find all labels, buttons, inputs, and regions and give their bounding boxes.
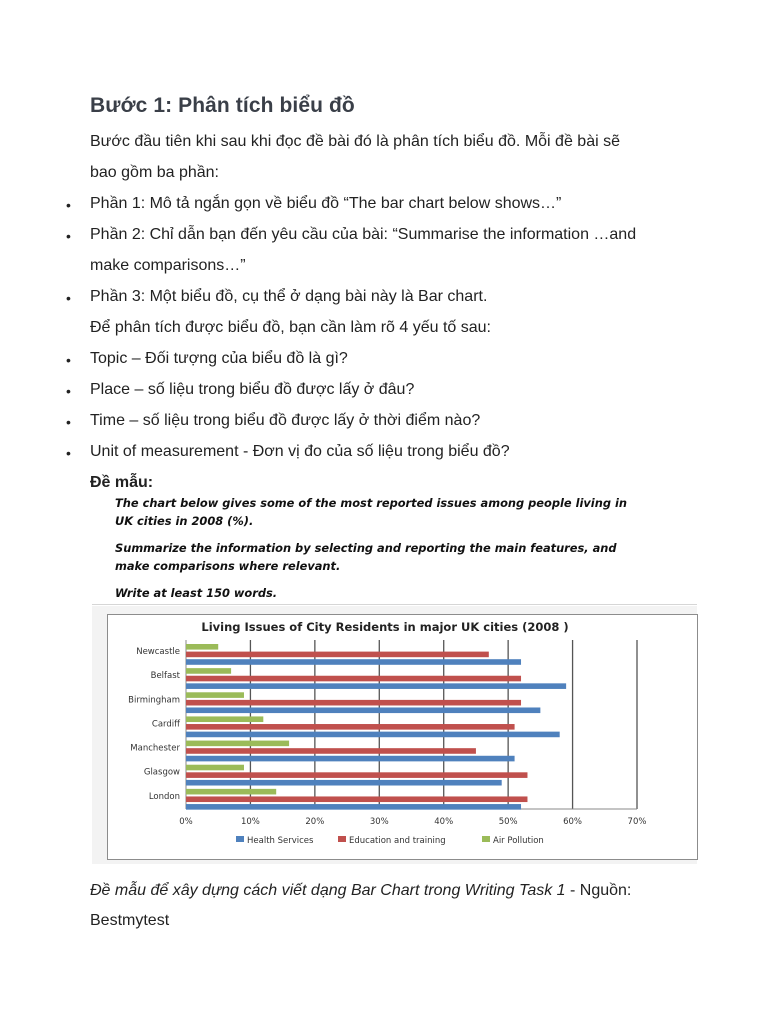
caption-italic-text: Đề mẫu để xây dựng cách viết dạng Bar Chart trong Writing Task 1 — [90, 882, 566, 899]
x-tick-label: 40% — [434, 817, 454, 827]
prompt-line-3: Summarize the information by selecting and reporting the main features, and — [115, 541, 617, 555]
bullet-dot: • — [66, 414, 71, 430]
x-tick-label: 30% — [369, 817, 389, 827]
caption-source-text: - Nguồn: Bestmytest — [90, 882, 632, 929]
chart-title: Living Issues of City Residents in major UK cities (2008 ) — [201, 620, 569, 634]
bullet-dot: • — [66, 352, 71, 368]
legend-swatch — [482, 836, 490, 842]
part-1-item: Phần 1: Mô tả ngắn gọn về biểu đồ “The bar chart below shows…” — [90, 195, 562, 212]
factor-topic: Topic – Đối tượng của biểu đồ là gì? — [90, 350, 348, 367]
category-label: Newcastle — [136, 647, 180, 657]
intro-line-2: bao gồm ba phần: — [90, 164, 219, 181]
category-label: Cardiff — [151, 719, 180, 730]
x-tick-label: 70% — [627, 817, 647, 827]
bar-health-services — [186, 804, 521, 810]
legend-label: Air Pollution — [493, 836, 544, 846]
bar-education-and-training — [186, 796, 527, 802]
prompt-line-5: Write at least 150 words. — [115, 586, 278, 600]
part-2-item: Phần 2: Chỉ dẫn bạn đến yêu cầu của bài: “Summarise the information …and — [90, 226, 637, 243]
bar-health-services — [186, 732, 560, 738]
bar-health-services — [186, 659, 521, 665]
bar-air-pollution — [186, 789, 276, 795]
legend-swatch — [338, 836, 346, 842]
bar-health-services — [186, 683, 566, 689]
bar-education-and-training — [186, 652, 489, 658]
legend-label: Education and training — [349, 836, 446, 846]
section-heading: Bước 1: Phân tích biểu đồ — [90, 94, 355, 117]
bar-health-services — [186, 756, 515, 762]
bar-air-pollution — [186, 644, 218, 650]
x-tick-label: 60% — [563, 817, 583, 827]
legend-label: Health Services — [247, 836, 314, 846]
bar-air-pollution — [186, 692, 244, 698]
x-tick-label: 20% — [305, 817, 325, 827]
bar-health-services — [186, 707, 540, 713]
bar-air-pollution — [186, 741, 289, 747]
x-tick-label: 50% — [498, 817, 518, 827]
bar-air-pollution — [186, 765, 244, 771]
bullet-dot: • — [66, 197, 71, 213]
x-tick-label: 10% — [240, 817, 260, 827]
part-3-item: Phần 3: Một biểu đồ, cụ thể ở dạng bài này là Bar chart. — [90, 288, 488, 305]
figure-caption — [90, 876, 690, 936]
bullet-dot: • — [66, 228, 71, 244]
category-label: Birmingham — [128, 695, 180, 706]
category-label: Glasgow — [143, 767, 180, 778]
intro-line-1: Bước đầu tiên khi sau khi đọc đề bài đó là phân tích biểu đồ. Mỗi đề bài sẽ — [90, 133, 620, 150]
demo-label: Đề mẫu: — [90, 474, 154, 491]
bar-air-pollution — [186, 668, 231, 674]
factor-time: Time – số liệu trong biểu đồ được lấy ở thời điểm nào? — [90, 412, 481, 429]
part-2-item-cont: make comparisons…” — [90, 257, 246, 274]
bullet-dot: • — [66, 445, 71, 461]
factor-place: Place – số liệu trong biểu đồ được lấy ở đâu? — [90, 381, 415, 398]
legend-swatch — [236, 836, 244, 842]
bar-education-and-training — [186, 772, 527, 778]
category-label: London — [148, 791, 180, 802]
prompt-line-1: The chart below gives some of the most reported issues among people living in — [115, 496, 627, 510]
category-label: Belfast — [150, 671, 180, 682]
bar-air-pollution — [186, 716, 263, 722]
bar-education-and-training — [186, 676, 521, 682]
bullet-dot: • — [66, 383, 71, 399]
category-label: Manchester — [130, 743, 180, 754]
bar-health-services — [186, 780, 502, 786]
bullet-dot: • — [66, 290, 71, 306]
bar-education-and-training — [186, 748, 476, 754]
factor-unit: Unit of measurement - Đơn vị đo của số liệu trong biểu đồ? — [90, 443, 510, 460]
bar-education-and-training — [186, 724, 515, 730]
prompt-line-4: make comparisons where relevant. — [115, 559, 341, 573]
prompt-line-2: UK cities in 2008 (%). — [115, 514, 254, 528]
analyze-intro: Để phân tích được biểu đồ, bạn cần làm rõ 4 yếu tố sau: — [90, 319, 491, 336]
x-tick-label: 0% — [179, 817, 193, 827]
bar-education-and-training — [186, 700, 521, 706]
